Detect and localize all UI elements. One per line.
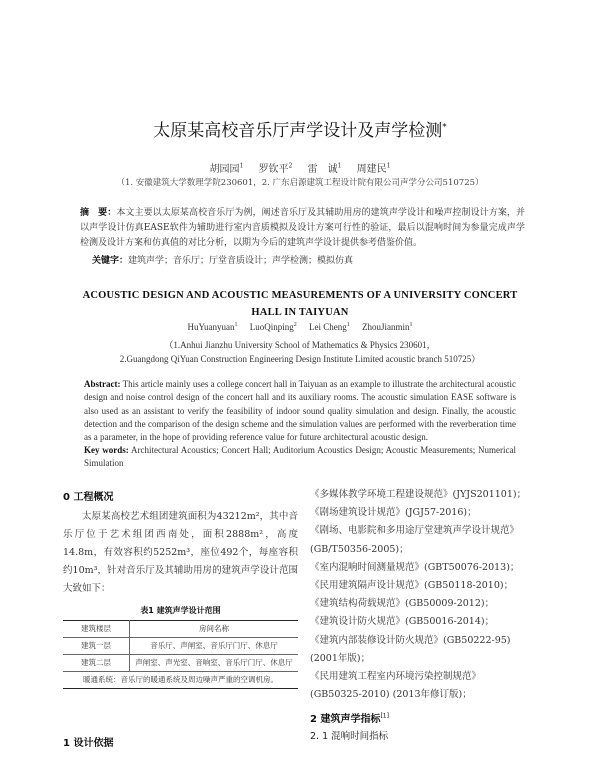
section-2-citation: [1] [380, 712, 389, 720]
author-en: ZhouJianmin$^1$ [362, 322, 413, 332]
reference-line: 《剧场、电影院和多用途厅堂建筑声学设计规范》 [310, 525, 520, 537]
section-2-heading-text: 2 建筑声学指标 [310, 714, 381, 725]
author-en: LuoQinping$^2$ [249, 322, 297, 332]
table-cell: 音乐厅、声闸室、音乐厅门厅、休息厅 [130, 638, 299, 655]
reference-line: (GB50325-2010) (2013年修订版)； [310, 689, 472, 701]
section-2-1-heading: 2. 1 混响时间指标 [310, 731, 389, 742]
table-footer-row [63, 672, 298, 689]
table-1-caption: 表1 建筑声学设计范围 [140, 606, 221, 615]
authors-cn [0, 160, 600, 175]
table-1 [63, 620, 298, 689]
keywords-en-text: Architectural Acoustics; Concert Hall; Auditorium Acoustics Design; Acoustic Measurements; Numerical Simulation [84, 445, 516, 469]
title-footnote-mark: * [442, 122, 447, 133]
reference-line: (GB/T50356-2005)； [310, 543, 409, 555]
reference-line: 《建筑内部装修设计防火规范》(GB50222-95) [310, 634, 511, 646]
reference-line: 《室内混响时间测量规范》(GBT50076-2013)； [310, 561, 520, 573]
table-row [63, 638, 298, 655]
table-header-cell: 建筑楼层 [63, 621, 130, 638]
paper-title [0, 116, 600, 141]
table-footer-cell: 暖通系统：音乐厅的暖通系统及周边噪声严重的空调机房。 [83, 675, 278, 684]
reference-line: 《民用建筑工程室内环境污染控制规范》 [310, 671, 482, 683]
table-cell: 建筑二层 [63, 655, 130, 672]
keywords-cn [92, 253, 522, 266]
keywords-en [84, 444, 516, 471]
abstract-cn-text: 本文主要以太原某高校音乐厅为例，阐述音乐厅及其辅助用房的建筑声学设计和噪声控制设计方案，并以声学设计仿真EASE软件为辅助进行室内音质模拟及设计方案可行性的验证，最后以混响时间为参量完成声学检测及设计方案和仿真值的对比分析，以期为今后的建筑声学设计提供参考借鉴价值。 [80, 208, 525, 248]
reference-line: (2001年版)； [310, 652, 371, 664]
table-cell: 建筑一层 [63, 638, 130, 655]
affiliation-en-2: 2.Guangdong QiYuan Construction Engineering Design Institute Limited acoustic branch 510725） [119, 354, 481, 364]
references-list [310, 486, 542, 704]
table-cell: 声闸室、声光室、音响室、音乐厅门厅、休息厅 [130, 655, 299, 672]
section-0-heading: 0 工程概况 [63, 492, 114, 503]
abstract-en [84, 378, 516, 444]
keywords-cn-label: 关键字： [92, 256, 129, 266]
author-en: HuYuanyuan$^1$ [187, 322, 238, 332]
keywords-cn-text: 建筑声学；音乐厅；厅堂音质设计；声学检测；模拟仿真 [128, 256, 354, 266]
reference-line: 《民用建筑隔声设计规范》(GB50118-2010)； [310, 580, 514, 592]
affiliation-en-1: （1.Anhui Jianzhu University School of Mathematics & Physics 230601， [164, 340, 436, 350]
author-cn: 周建民$^1$ [356, 162, 391, 175]
paper-title-en: ACOUSTIC DESIGN AND ACOUSTIC MEASUREMENTS OF A UNIVERSITY CONCERT HALL IN TAIYUAN [82, 290, 518, 318]
authors-en [0, 322, 600, 332]
author-en: Lei Cheng$^1$ [309, 322, 350, 332]
section-2-heading [310, 710, 389, 725]
abstract-en-label: Abstract: [84, 379, 121, 389]
section-0-paragraph: 太原某高校艺术组团建筑面积为43212m²，其中音乐厅位于艺术组团西南处，面积2888m²，高度14.8m，有效容积约5252m³，座位492个，每座容积约10m³，针对音乐厅及其辅助用房的建筑声学设计范围大致如下： [63, 511, 298, 594]
reference-line: 《建筑结构荷载规范》(GB50009-2012)； [310, 598, 495, 610]
affiliation-cn: （1. 安徽建筑大学数理学院230601，2. 广东启源建筑工程设计院有限公司声学分公司510725） [116, 178, 484, 188]
author-cn: 胡园园$^1$ [209, 162, 244, 175]
table-row [63, 655, 298, 672]
author-cn: 罗钦平$^2$ [258, 162, 293, 175]
author-cn: 雷 诚$^1$ [307, 162, 342, 175]
keywords-en-label: Key words: [84, 445, 129, 455]
abstract-en-text: This article mainly uses a college concert hall in Taiyuan as an example to illustrate the architectural acoustic design and noise control design of the concert hall and its auxiliary rooms. The acoustic simulation EASE software is also used as an assistant to verify the feasibility of indoor sound quality simulation and design. Finally, the acoustic detection and the comparison of the design scheme and the simulation values are performed with the reverberation time as a parameter, in the hope of providing reference value for future architectural acoustic design. [84, 379, 516, 443]
paper-title-text: 太原某高校音乐厅声学设计及声学检测 [153, 121, 443, 141]
reference-line: 《多媒体教学环境工程建设规范》(JYJS201101)； [310, 489, 527, 500]
section-1-heading: 1 设计依据 [63, 738, 114, 749]
reference-line: 《建筑设计防火规范》(GB50016-2014)； [310, 616, 495, 628]
table-header-row [63, 621, 298, 638]
reference-line: 《剧场建筑设计规范》(JGJ57-2016)； [310, 507, 477, 519]
abstract-cn-label: 摘 要： [80, 208, 117, 218]
abstract-cn [80, 206, 525, 251]
table-header-cell: 房间名称 [130, 621, 299, 638]
